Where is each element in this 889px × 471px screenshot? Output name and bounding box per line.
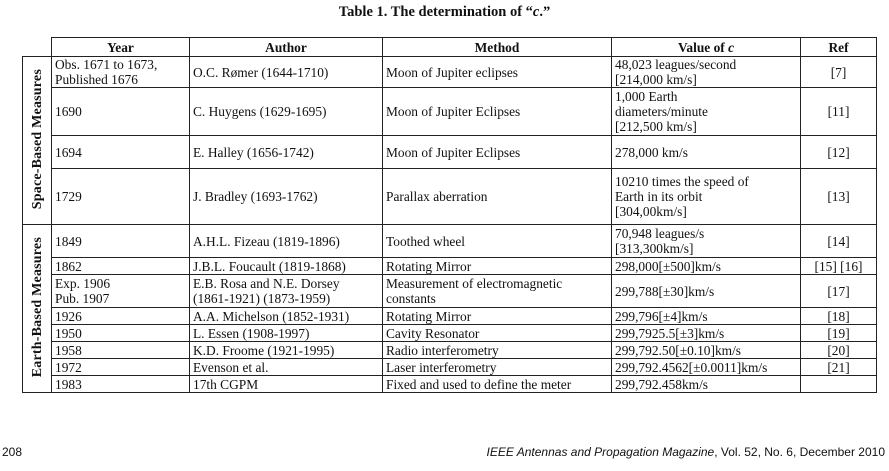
ref-cell: [13] (801, 169, 877, 225)
corner-cell (23, 38, 52, 57)
author-cell: K.D. Froome (1921-1995) (190, 342, 383, 359)
issue-details: , Vol. 52, No. 6, December 2010 (714, 445, 885, 459)
value-cell: 278,000 km/s (612, 136, 801, 169)
author-cell: J.B.L. Foucault (1819-1868) (190, 258, 383, 275)
group-label-earth: Earth-Based Measures (23, 225, 52, 393)
ref-cell (801, 376, 877, 393)
method-cell: Moon of Jupiter Eclipses (383, 136, 612, 169)
method-cell: Laser interferometry (383, 359, 612, 376)
method-cell: Parallax aberration (383, 169, 612, 225)
header-year: Year (52, 38, 190, 57)
value-cell: 298,000[±500]km/s (612, 258, 801, 275)
author-cell: O.C. Rømer (1644-1710) (190, 57, 383, 88)
year-cell: 1926 (52, 308, 190, 325)
year-cell: 1862 (52, 258, 190, 275)
author-cell: E.B. Rosa and N.E. Dorsey (1861-1921) (1873-1959) (190, 275, 383, 308)
header-author: Author (190, 38, 383, 57)
table-row (23, 136, 877, 169)
table-row (23, 258, 877, 275)
group-label-space: Space-Based Measures (23, 57, 52, 225)
value-cell: 48,023 leagues/second [214,000 km/s] (612, 57, 801, 88)
year-cell: 1983 (52, 376, 190, 393)
author-cell: L. Essen (1908-1997) (190, 325, 383, 342)
method-cell: Measurement of electromagnetic constants (383, 275, 612, 308)
speed-of-light-table (22, 37, 877, 393)
method-cell: Radio interferometry (383, 342, 612, 359)
author-cell: A.A. Michelson (1852-1931) (190, 308, 383, 325)
ref-cell: [17] (801, 275, 877, 308)
method-cell: Moon of Jupiter Eclipses (383, 88, 612, 136)
ref-cell: [15] [16] (801, 258, 877, 275)
table-row (23, 376, 877, 393)
author-cell: C. Huygens (1629-1695) (190, 88, 383, 136)
author-cell: 17th CGPM (190, 376, 383, 393)
value-cell: 299,796[±4]km/s (612, 308, 801, 325)
table-row (23, 88, 877, 136)
ref-cell: [14] (801, 225, 877, 258)
value-cell: 299,792.458km/s (612, 376, 801, 393)
author-cell: J. Bradley (1693-1762) (190, 169, 383, 225)
method-cell: Cavity Resonator (383, 325, 612, 342)
table-row (23, 225, 877, 258)
author-cell: Evenson et al. (190, 359, 383, 376)
header-value: Value of c (612, 38, 801, 57)
journal-name: IEEE Antennas and Propagation Magazine (486, 445, 715, 459)
ref-cell: [11] (801, 88, 877, 136)
method-cell: Fixed and used to define the meter (383, 376, 612, 393)
year-cell: 1849 (52, 225, 190, 258)
method-cell: Moon of Jupiter eclipses (383, 57, 612, 88)
year-cell: 1950 (52, 325, 190, 342)
method-cell: Rotating Mirror (383, 308, 612, 325)
author-cell: A.H.L. Fizeau (1819-1896) (190, 225, 383, 258)
table-row (23, 275, 877, 308)
year-cell: 1690 (52, 88, 190, 136)
ref-cell: [19] (801, 325, 877, 342)
ref-cell: [20] (801, 342, 877, 359)
header-ref: Ref (801, 38, 877, 57)
year-cell: Exp. 1906 Pub. 1907 (52, 275, 190, 308)
table-row (23, 169, 877, 225)
value-cell: 299,792.50[±0.10]km/s (612, 342, 801, 359)
table-row (23, 57, 877, 88)
value-cell: 10210 times the speed of Earth in its orbit [304,00km/s] (612, 169, 801, 225)
year-cell: 1729 (52, 169, 190, 225)
journal-citation (487, 445, 885, 459)
value-cell: 299,788[±30]km/s (612, 275, 801, 308)
ref-cell: [18] (801, 308, 877, 325)
value-cell: 299,7925.5[±3]km/s (612, 325, 801, 342)
year-cell: 1958 (52, 342, 190, 359)
header-method: Method (383, 38, 612, 57)
table-title: Table 1. The determination of “c.” (338, 4, 551, 20)
table-row (23, 325, 877, 342)
table-row (23, 308, 877, 325)
page-number: 208 (2, 445, 23, 459)
year-cell: Obs. 1671 to 1673, Published 1676 (52, 57, 190, 88)
table-header-row (23, 38, 877, 57)
author-cell: E. Halley (1656-1742) (190, 136, 383, 169)
method-cell: Toothed wheel (383, 225, 612, 258)
method-cell: Rotating Mirror (383, 258, 612, 275)
value-cell: 299,792.4562[±0.0011]km/s (612, 359, 801, 376)
value-cell: 1,000 Earth diameters/minute [212,500 km/s] (612, 88, 801, 136)
year-cell: 1694 (52, 136, 190, 169)
ref-cell: [12] (801, 136, 877, 169)
value-cell: 70,948 leagues/s [313,300km/s] (612, 225, 801, 258)
ref-cell: [7] (801, 57, 877, 88)
ref-cell: [21] (801, 359, 877, 376)
table-row (23, 342, 877, 359)
table-row (23, 359, 877, 376)
year-cell: 1972 (52, 359, 190, 376)
